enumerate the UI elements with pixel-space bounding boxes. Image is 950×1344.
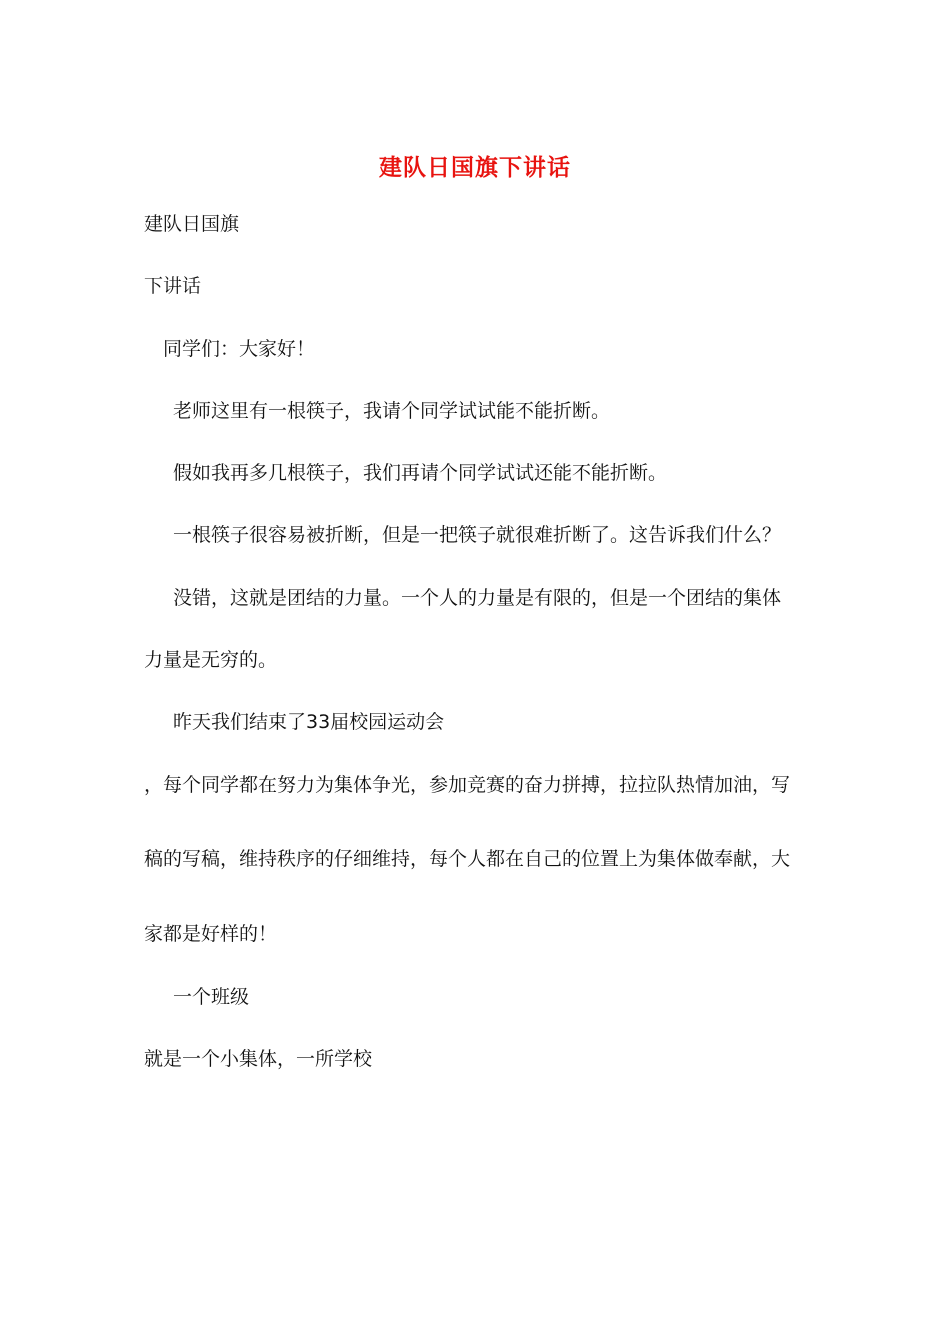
text-line: 力量是无穷的。 — [144, 649, 278, 671]
text-line: 假如我再多几根筷子，我们再请个同学试试还能不能折断。 — [173, 462, 668, 484]
text-line: 稿的写稿，维持秩序的仔细维持，每个人都在自己的位置上为集体做奉献，大 — [144, 848, 791, 870]
text-line: 老师这里有一根筷子，我请个同学试试能不能折断。 — [173, 400, 611, 422]
text-line: 一根筷子很容易被折断，但是一把筷子就很难折断了。这告诉我们什么？ — [173, 524, 782, 546]
text-line: 家都是好样的！ — [144, 923, 278, 945]
text-line: ，每个同学都在努力为集体争光，参加竞赛的奋力拼搏，拉拉队热情加油，写 — [144, 774, 791, 796]
text-line: 昨天我们结束了33届校园运动会 — [173, 711, 445, 733]
text-line: 就是一个小集体，一所学校 — [144, 1048, 373, 1070]
document-title: 建队日国旗下讲话 — [379, 154, 571, 181]
text-line: 同学们：大家好！ — [163, 338, 316, 360]
text-line: 一个班级 — [173, 986, 250, 1008]
text-line: 没错，这就是团结的力量。一个人的力量是有限的，但是一个团结的集体 — [173, 587, 782, 609]
text-line: 下讲话 — [144, 275, 202, 297]
text-line: 建队日国旗 — [144, 213, 240, 235]
